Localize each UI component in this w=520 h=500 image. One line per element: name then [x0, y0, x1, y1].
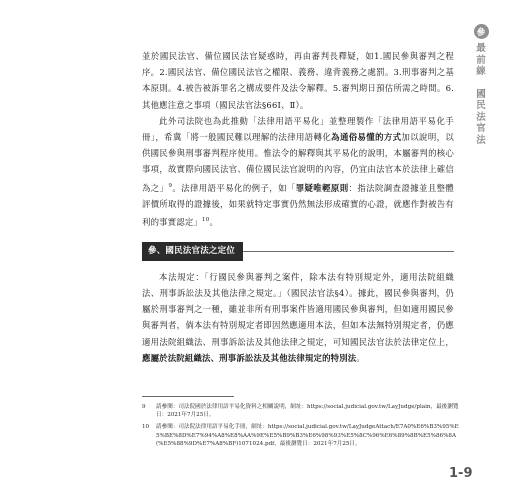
footnote-number: 9 [142, 403, 146, 410]
footnote-text: 請參閱：司法院法律用語平易化手冊，網址：https://social.judicial.gov.tw/LayJudgeAttach/E7A0%E6%B3%95%E5%BE%8D%E7%94%A8%E8%AA%9E%E5%B9%B3%E6%98%93%E5%8C%96%E6%89%8B%E5%86%8A(%E5%88%9D%E7%A8%BF)1071024.pdf，最後瀏覽日：2021年7月25日。 [156, 423, 459, 448]
paragraph-3 [142, 269, 454, 366]
side-tab-label-2: 國民法官法 [476, 88, 486, 146]
emphasis-term: 罪疑唯輕原則 [295, 182, 349, 193]
footnote-ref-9: 9 [168, 182, 173, 189]
side-tab-label-1: 最前線 [476, 43, 486, 77]
footnote-item [142, 423, 462, 449]
footnote-item [142, 403, 462, 420]
page-number: 1-9 [449, 466, 473, 481]
footnote-number: 10 [142, 423, 150, 430]
footnote-divider [142, 396, 234, 397]
footnotes [142, 396, 462, 452]
footnote-ref-10: 10 [202, 216, 210, 223]
section-heading [142, 242, 454, 261]
paragraph-3-end: 。 [356, 352, 365, 363]
paragraph-1-text: 並於國民法官、備位國民法官疑惑時，再由審判長釋疑，如1.國民參與審判之程序。2.國民法官、備位國民法官之權限、義務、違背義務之處罰。3.刑事審判之基本原則。4.被告被訴罪名之構成要件及法令解釋。5.審判期日預估所需之時間。6.其他應注意之事項（國民法官法§66Ⅰ、Ⅱ）。 [142, 51, 454, 110]
paragraph-3-text: 本法規定：「行國民參與審判之案件，除本法有特別規定外，適用法院組織法、刑事訴訟法及其他法律之規定。」（國民法官法§4）。據此，國民參與審判，仍屬於刑事審判之一種，雖並非所有刑事案件皆適用國民參與審判，但如適用國民參與審判者，倘本法有特別規定者即因然應適用本法，但如本法無特別規定者，仍應適用法院組織法、刑事訴訟法及其他法律之規定，可知國民法官法於法律定位上， [142, 271, 454, 347]
section-title: 參、國民法官法之定位 [142, 242, 243, 261]
emphasis-conclusion: 應屬於法院組織法、刑事訴訟法及其他法律規定的特別法 [142, 352, 357, 363]
paragraph-2-text-a: 此外司法院也為此推動「法律用語平易化」並整理製作「法律用語平易化手冊」，希冀「將一般國民難以理解的法律用語轉化 [142, 115, 454, 143]
chapter-badge: 參 [474, 24, 489, 39]
paragraph-2-text-d: ：指法院調查證據並且整體評價所取得的證據後，如果就特定事實仍然無法形成確實的心證，就應作對被告有利的事實認定」 [142, 182, 455, 227]
paragraph-2 [142, 113, 454, 230]
paragraph-2-text-e: 。 [209, 216, 219, 227]
section-rule [243, 251, 454, 253]
main-content [142, 48, 454, 366]
paragraph-2-text-b: 加以說明，以供國民參與刑事審判程序使用。惟法令的解釋與其平易化的說明，本屬審判的核心事項，故實際向國民法官、備位國民法官說明的內容，仍宜由法官本於法律上確信為之」 [142, 132, 454, 193]
paragraph-1 [142, 48, 454, 113]
chapter-side-tab [471, 24, 491, 178]
footnote-text: 請參閱：司法院國於法律用語平易化資料之相關說明，網址：https://social.judicial.gov.tw/LayJudge/plain，最後瀏覽日：2021年7月25日。 [156, 403, 459, 419]
emphasis-text: 為通俗易懂的方式 [331, 132, 402, 143]
paragraph-2-text-c: 。法律用語平易化的例子，如「 [172, 182, 296, 193]
